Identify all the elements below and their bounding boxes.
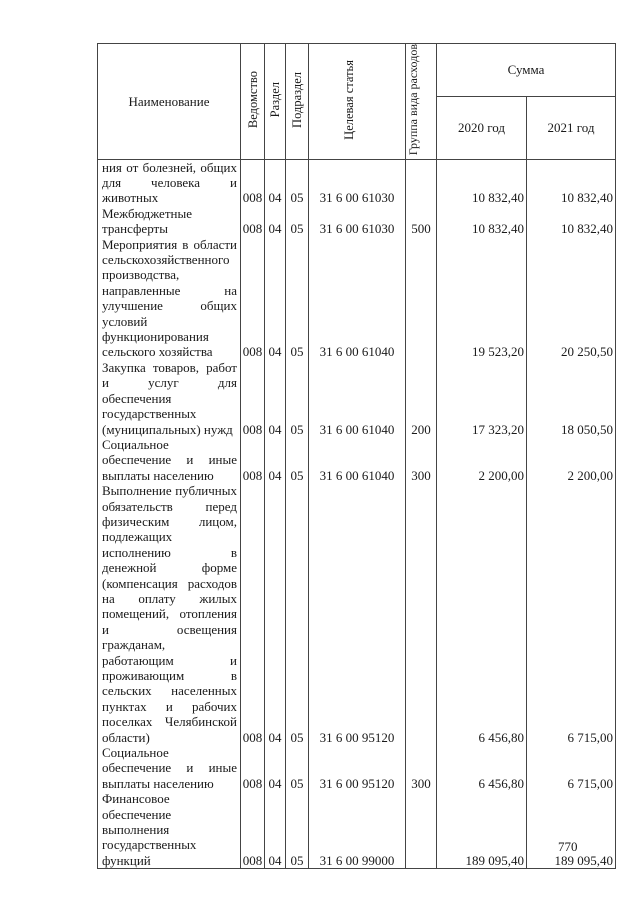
row-exp-group: 200 (406, 360, 437, 437)
row-sum-2020: 2 200,00 (437, 437, 527, 483)
table-row (98, 483, 616, 745)
table-row (98, 206, 616, 237)
row-section: 04 (265, 437, 286, 483)
row-dept: 008 (241, 360, 265, 437)
row-sum-2020: 6 456,80 (437, 483, 527, 745)
row-sum-2021: 10 832,40 (527, 206, 616, 237)
table-row (98, 360, 616, 437)
header-sum: Сумма (437, 44, 616, 97)
table-body (98, 159, 616, 869)
row-exp-group (406, 791, 437, 869)
row-subsection: 05 (286, 159, 309, 206)
row-subsection: 05 (286, 237, 309, 360)
row-section: 04 (265, 745, 286, 791)
row-name: Социальное обеспечение и иные выплаты населению (98, 437, 241, 483)
row-exp-group (406, 159, 437, 206)
table-row (98, 237, 616, 360)
header-section-label: Раздел (268, 81, 282, 118)
row-exp-group (406, 237, 437, 360)
row-subsection: 05 (286, 206, 309, 237)
row-target: 31 6 00 61040 (309, 237, 406, 360)
row-target: 31 6 00 61040 (309, 360, 406, 437)
row-sum-2021: 6 715,00 (527, 745, 616, 791)
table-row (98, 437, 616, 483)
row-name: Выполнение публичных обязательств перед физическим лицом, подлежащих исполнению в денежной форме (компенсация расходов на оплату жилых помещений, отопления и освещения гражданам, работающим и проживающим в сельских населенных пунктах и рабочих поселках Челябинской области) (98, 483, 241, 745)
header-section (265, 44, 286, 160)
row-section: 04 (265, 237, 286, 360)
row-exp-group: 300 (406, 437, 437, 483)
row-dept: 008 (241, 237, 265, 360)
row-target: 31 6 00 95120 (309, 745, 406, 791)
header-subsection-label: Подраздел (290, 71, 304, 128)
row-name: Социальное обеспечение и иные выплаты населению (98, 745, 241, 791)
row-section: 04 (265, 483, 286, 745)
row-sum-2020: 17 323,20 (437, 360, 527, 437)
row-target: 31 6 00 61040 (309, 437, 406, 483)
row-exp-group: 500 (406, 206, 437, 237)
row-sum-2021: 2 200,00 (527, 437, 616, 483)
row-target: 31 6 00 61030 (309, 159, 406, 206)
row-subsection: 05 (286, 745, 309, 791)
row-section: 04 (265, 791, 286, 869)
row-sum-2020: 19 523,20 (437, 237, 527, 360)
row-subsection: 05 (286, 360, 309, 437)
page-number: 770 (558, 839, 578, 854)
row-name: Межбюджетные трансферты (98, 206, 241, 237)
row-subsection: 05 (286, 437, 309, 483)
header-year-2021: 2021 год (527, 97, 616, 160)
row-name: ния от болезней, общих для человека и животных (98, 159, 241, 206)
row-exp-group: 300 (406, 745, 437, 791)
row-sum-2020: 189 095,40 (437, 791, 527, 869)
row-target: 31 6 00 95120 (309, 483, 406, 745)
row-sum-2020: 6 456,80 (437, 745, 527, 791)
row-sum-2021: 6 715,00 (527, 483, 616, 745)
header-exp-group-label: Группа вида расходов (406, 44, 420, 156)
row-sum-2021: 10 832,40 (527, 159, 616, 206)
row-dept: 008 (241, 206, 265, 237)
header-target-label: Целевая статья (342, 59, 356, 140)
row-name: Мероприятия в области сельскохозяйственного производства, направленные на улучшение общих условий функционирования сельского хозяйства (98, 237, 241, 360)
row-dept: 008 (241, 159, 265, 206)
budget-table (97, 43, 616, 869)
row-sum-2021: 20 250,50 (527, 237, 616, 360)
row-section: 04 (265, 206, 286, 237)
header-target (309, 44, 406, 160)
row-subsection: 05 (286, 791, 309, 869)
header-name: Наименование (98, 44, 241, 160)
table-row (98, 745, 616, 791)
row-dept: 008 (241, 483, 265, 745)
row-subsection: 05 (286, 483, 309, 745)
row-section: 04 (265, 360, 286, 437)
row-dept: 008 (241, 745, 265, 791)
row-section: 04 (265, 159, 286, 206)
table-row (98, 791, 616, 869)
row-name: Финансовое обеспечение выполнения государственных функций (98, 791, 241, 869)
row-target: 31 6 00 61030 (309, 206, 406, 237)
header-year-2020: 2020 год (437, 97, 527, 160)
row-name: Закупка товаров, работ и услуг для обеспечения государственных (муниципальных) нужд (98, 360, 241, 437)
row-sum-2021: 189 095,40 (527, 791, 616, 869)
header-dept (241, 44, 265, 160)
table-row (98, 159, 616, 206)
row-sum-2021: 18 050,50 (527, 360, 616, 437)
row-dept: 008 (241, 791, 265, 869)
header-exp-group (406, 44, 437, 160)
row-target: 31 6 00 99000 (309, 791, 406, 869)
row-dept: 008 (241, 437, 265, 483)
row-sum-2020: 10 832,40 (437, 206, 527, 237)
row-exp-group (406, 483, 437, 745)
header-subsection (286, 44, 309, 160)
header-dept-label: Ведомство (245, 71, 260, 129)
row-sum-2020: 10 832,40 (437, 159, 527, 206)
